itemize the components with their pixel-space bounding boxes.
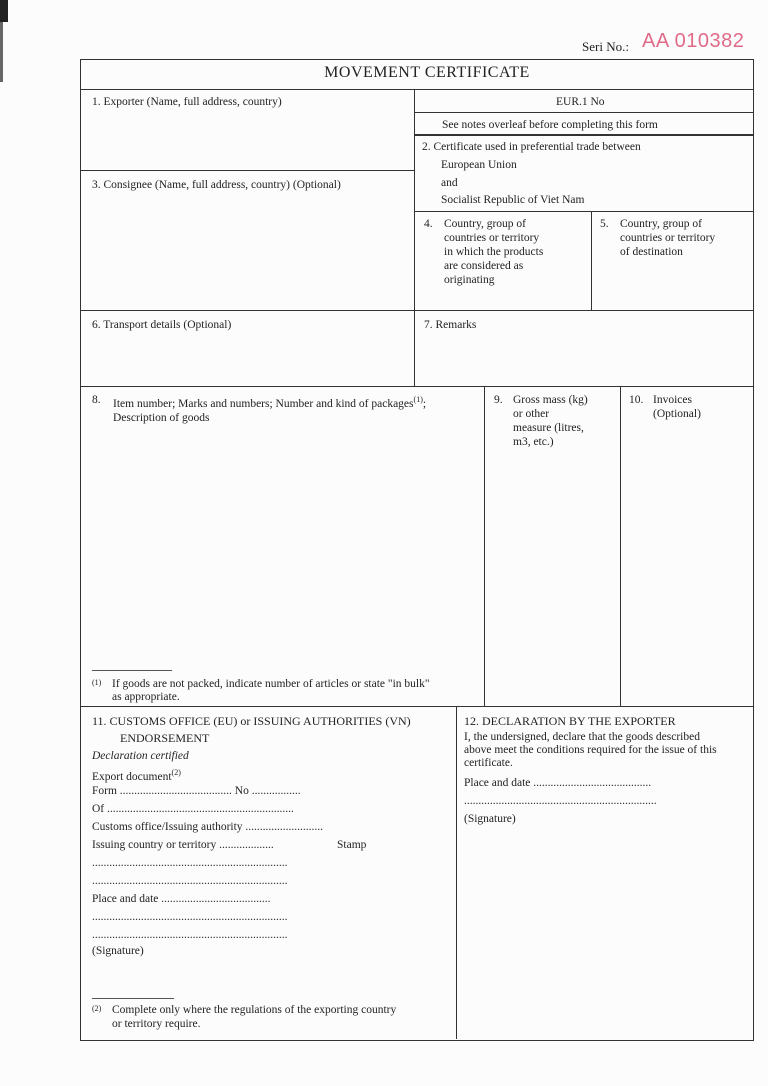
scan-edge-mark <box>0 0 8 22</box>
divider-row3 <box>80 310 753 311</box>
box2-and: and <box>441 177 458 189</box>
box9-line: Gross mass (kg) <box>513 394 588 406</box>
box11-footnote-line2: or territory require. <box>112 1018 201 1030</box>
box3-consignee-field[interactable] <box>81 194 413 309</box>
box11-dots-line4[interactable]: .................................................................... <box>92 929 288 941</box>
box11-endorsement: ENDORSEMENT <box>120 731 210 745</box>
box10-line2: (Optional) <box>653 408 701 420</box>
box11-dots-line1[interactable]: .................................................................... <box>92 857 288 869</box>
box9-line: m3, etc.) <box>513 436 554 448</box>
divider-row4 <box>80 386 753 387</box>
box4-line: are considered as <box>444 260 524 272</box>
box11-title: 11. CUSTOMS OFFICE (EU) or ISSUING AUTHORITIES (VN) <box>92 714 411 728</box>
divider-box2-box4 <box>414 211 753 212</box>
box11-declaration-certified: Declaration certified <box>92 750 189 762</box>
box1-exporter-field[interactable] <box>81 110 413 169</box>
box4-number: 4. <box>424 218 433 230</box>
box11-issuing-country-field[interactable]: Issuing country or territory ................... <box>92 839 274 851</box>
box6-label: 6. Transport details (Optional) <box>92 319 232 331</box>
box12-line3: certificate. <box>464 757 513 769</box>
box10-invoices-field[interactable] <box>621 425 752 705</box>
box10-number: 10. <box>629 394 644 406</box>
eur-number-label: EUR.1 No <box>556 96 605 108</box>
box5-line: countries or territory <box>620 232 716 244</box>
box11-footnote-rule <box>92 998 174 999</box>
box3-label: 3. Consignee (Name, full address, country) (Optional) <box>92 179 341 191</box>
box11-place-date-field[interactable]: Place and date ...................................... <box>92 893 271 905</box>
box4-line: Country, group of <box>444 218 526 230</box>
serial-label: Seri No.: <box>582 39 629 54</box>
box5-number: 5. <box>600 218 609 230</box>
certificate-title: MOVEMENT CERTIFICATE <box>324 64 530 81</box>
divider-box11-box12 <box>456 706 457 1039</box>
box8-title <box>113 393 426 411</box>
divider-row5 <box>80 706 753 707</box>
box5-text <box>620 217 715 259</box>
box4-line: in which the products <box>444 246 544 258</box>
box9-text <box>513 393 588 449</box>
box11-of-field[interactable]: Of ................................................................. <box>92 803 294 815</box>
box10-line1: Invoices <box>653 394 692 406</box>
box12-dots-line[interactable]: ................................................................... <box>464 795 657 807</box>
box11-footnote-marker: (2) <box>92 1004 102 1013</box>
serial-number: AA 010382 <box>642 30 745 52</box>
box12-signature-label: (Signature) <box>464 813 516 825</box>
box4-line: countries or territory <box>444 232 540 244</box>
box2-european-union: European Union <box>441 159 517 171</box>
box11-stamp-label: Stamp <box>337 839 367 851</box>
box8-footnote-rule <box>92 670 172 671</box>
box8-description-label: Description of goods <box>113 412 210 424</box>
box6-transport-field[interactable] <box>81 334 413 385</box>
box12-title: 12. DECLARATION BY THE EXPORTER <box>464 714 676 728</box>
box11-signature-label: (Signature) <box>92 945 144 957</box>
box9-number: 9. <box>494 394 503 406</box>
divider-box4-box5 <box>591 211 592 310</box>
box12-place-date-field[interactable]: Place and date ......................................... <box>464 777 652 789</box>
box11-footnote-ref: (2) <box>171 768 181 777</box>
box11-export-document-label: Export document <box>92 770 172 783</box>
box8-line1: Item number; Marks and numbers; Number and kind of packages <box>113 397 414 410</box>
box11-export-document <box>92 766 181 784</box>
box5-line: Country, group of <box>620 218 702 230</box>
box4-text <box>444 217 543 287</box>
box8-line1-end: ; <box>422 397 427 410</box>
box9-line: or other <box>513 408 550 420</box>
box11-dots-line3[interactable]: .................................................................... <box>92 911 288 923</box>
box7-label: 7. Remarks <box>424 319 477 331</box>
box8-footnote-line1: If goods are not packed, indicate number of articles or state "in bulk" <box>112 678 430 690</box>
box11-customs-office-field[interactable]: Customs office/Issuing authority ........................... <box>92 821 324 833</box>
divider-title <box>80 89 753 90</box>
box9-mass-field[interactable] <box>485 450 619 705</box>
box9-line: measure (litres, <box>513 422 584 434</box>
box11-footnote-line1: Complete only where the regulations of the exporting country <box>112 1004 397 1016</box>
divider-notes <box>414 134 753 136</box>
box8-footnote-ref: (1) <box>413 395 423 404</box>
divider-eur <box>414 112 753 113</box>
box8-goods-field[interactable] <box>81 430 483 660</box>
divider-box1-box3 <box>80 170 414 171</box>
box12-line1: I, the undersigned, declare that the goods described <box>464 731 700 743</box>
box8-footnote-line2: as appropriate. <box>112 691 180 703</box>
box8-footnote-marker: (1) <box>92 678 102 687</box>
box1-label: 1. Exporter (Name, full address, country) <box>92 96 282 108</box>
box5-line: of destination <box>620 246 683 258</box>
box2-label: 2. Certificate used in preferential trade between <box>422 141 641 153</box>
box2-viet-nam: Socialist Republic of Viet Nam <box>441 194 585 206</box>
box4-line: originating <box>444 274 495 286</box>
box12-line2: above meet the conditions required for the issue of this <box>464 744 717 756</box>
box11-form-field[interactable]: Form ....................................... No ................. <box>92 785 301 797</box>
box11-dots-line2[interactable]: .................................................................... <box>92 875 288 887</box>
eur-notes: See notes overleaf before completing this form <box>442 119 658 131</box>
box8-number: 8. <box>92 394 101 406</box>
box7-remarks-field[interactable] <box>415 334 752 385</box>
scan-edge-mark-2 <box>0 22 3 82</box>
